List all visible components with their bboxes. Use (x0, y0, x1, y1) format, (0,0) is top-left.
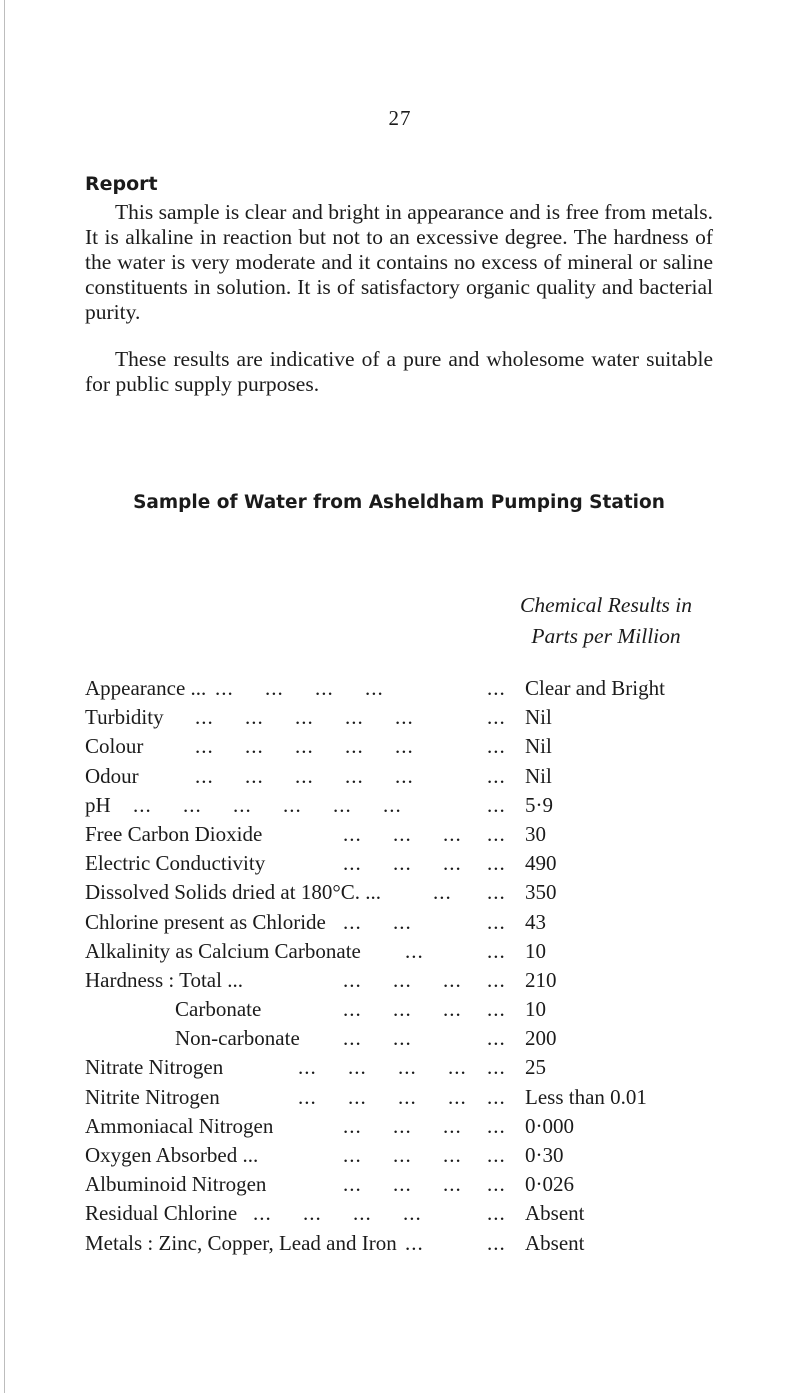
leader-dots: ... (405, 938, 424, 963)
table-row (85, 1085, 725, 1114)
leader-dots-final: ... (487, 1172, 506, 1197)
leader-dots: ... ... ... ... (298, 1084, 467, 1109)
results-column-header-line-2: Parts per Million (531, 624, 681, 648)
table-row (85, 1026, 725, 1055)
leader-dots-final: ... (487, 1143, 506, 1167)
row-label: pH (85, 792, 111, 817)
table-row (85, 822, 725, 851)
leader-dots-final: ... (487, 1084, 506, 1109)
leader-dots-final: ... (487, 1201, 506, 1226)
leader-dots-final: ... (487, 997, 506, 1022)
row-label: Residual Chlorine (85, 1201, 238, 1226)
table-row (85, 1114, 725, 1143)
row-label: Non-carbonate (175, 1026, 300, 1051)
row-label: Chlorine present as Chloride (85, 909, 326, 934)
row-label: Nitrite Nitrogen (85, 1084, 220, 1109)
row-value: 0·000 (525, 1113, 574, 1138)
sample-title: Sample of Water from Asheldham Pumping Station (133, 492, 665, 513)
table-row (85, 1201, 725, 1230)
table-row (85, 1231, 725, 1260)
row-value: Absent (525, 1230, 585, 1255)
row-value: Absent (525, 1201, 585, 1226)
leader-dots: ... ... ... (343, 997, 462, 1022)
leader-dots: ... ... ... ... ... ... (133, 792, 402, 817)
table-row (85, 851, 725, 880)
table-row (85, 793, 725, 822)
results-table (85, 676, 725, 1260)
row-label: Oxygen Absorbed ... (85, 1143, 259, 1167)
row-label: Alkalinity as Calcium Carbonate (85, 938, 361, 963)
page-edge-line (4, 0, 5, 1393)
leader-dots: ... ... ... (343, 1172, 462, 1197)
table-row (85, 734, 725, 763)
table-row (85, 880, 725, 909)
leader-dots-final: ... (487, 909, 506, 934)
row-value: 5·9 (525, 792, 553, 817)
page-number: 27 (388, 106, 412, 130)
row-value: 210 (525, 967, 557, 992)
leader-dots-final: ... (487, 734, 506, 759)
row-value: 10 (525, 997, 546, 1022)
leader-dots: ... ... ... ... ... (195, 734, 414, 759)
table-row (85, 764, 725, 793)
report-heading: Report (85, 173, 158, 195)
table-row (85, 1172, 725, 1201)
leader-dots-final: ... (487, 1230, 506, 1255)
row-value: 25 (525, 1055, 546, 1080)
leader-dots: ... ... ... ... (215, 676, 384, 700)
row-value: 0·30 (525, 1143, 564, 1167)
row-value: 200 (525, 1026, 557, 1051)
row-label: Hardness : Total ... (85, 967, 243, 992)
leader-dots-final: ... (487, 880, 506, 905)
row-value: 490 (525, 851, 557, 876)
row-label: Appearance ... (85, 676, 207, 700)
leader-dots-final: ... (487, 676, 506, 700)
row-value: Less than 0.01 (525, 1084, 647, 1109)
leader-dots: ... ... (343, 909, 412, 934)
row-label: Colour (85, 734, 144, 759)
leader-dots: ... ... (343, 1026, 412, 1051)
leader-dots-final: ... (487, 1026, 506, 1051)
row-value: Nil (525, 705, 552, 730)
row-value: Nil (525, 763, 552, 788)
leader-dots-final: ... (487, 1113, 506, 1138)
leader-dots-final: ... (487, 938, 506, 963)
row-value: 0·026 (525, 1172, 574, 1197)
table-row (85, 1143, 725, 1172)
leader-dots: ... ... ... ... ... (195, 763, 414, 788)
leader-dots: ... ... ... (343, 851, 462, 876)
leader-dots-final: ... (487, 792, 506, 817)
results-column-header (500, 590, 712, 652)
leader-dots: ... ... ... (343, 967, 462, 992)
table-row (85, 997, 725, 1026)
row-label: Free Carbon Dioxide (85, 821, 263, 846)
report-paragraph-2: These results are indicative of a pure and wholesome water suitable for public supply purposes. (85, 347, 713, 396)
leader-dots-final: ... (487, 1055, 506, 1080)
row-value: Nil (525, 734, 552, 759)
row-label: Turbidity (85, 705, 164, 730)
table-row (85, 910, 725, 939)
row-label: Nitrate Nitrogen (85, 1055, 224, 1080)
leader-dots: ... ... ... ... ... (195, 705, 414, 730)
row-value: 10 (525, 938, 546, 963)
leader-dots-final: ... (487, 763, 506, 788)
leader-dots: ... (433, 880, 452, 905)
row-label: Odour (85, 763, 139, 788)
row-value: 43 (525, 909, 546, 934)
table-row (85, 939, 725, 968)
leader-dots: ... ... ... ... (253, 1201, 422, 1226)
leader-dots-final: ... (487, 851, 506, 876)
row-label: Electric Conductivity (85, 851, 266, 876)
leader-dots: ... ... ... ... (298, 1055, 467, 1080)
row-value: 350 (525, 880, 557, 905)
leader-dots: ... ... ... (343, 1113, 462, 1138)
table-row (85, 705, 725, 734)
table-row (85, 676, 725, 705)
leader-dots: ... (405, 1230, 424, 1255)
leader-dots-final: ... (487, 967, 506, 992)
row-label: Dissolved Solids dried at 180°C. ... (85, 880, 381, 905)
report-paragraph-1: This sample is clear and bright in appearance and is free from metals. It is alkaline in reaction but not to an excessive degree. The hardness of the water is very moderate and it contains no excess of mineral or saline constituents in solution. It is of satisfactory organic quality and bacterial purity. (85, 200, 713, 324)
table-row (85, 1055, 725, 1084)
leader-dots-final: ... (487, 705, 506, 730)
row-label: Albuminoid Nitrogen (85, 1172, 267, 1197)
leader-dots: ... ... ... (343, 821, 462, 846)
row-label: Ammoniacal Nitrogen (85, 1113, 274, 1138)
row-label: Metals : Zinc, Copper, Lead and Iron (85, 1230, 397, 1255)
row-label: Carbonate (175, 997, 262, 1022)
table-row (85, 968, 725, 997)
row-value: 30 (525, 821, 546, 846)
results-column-header-line-1: Chemical Results in (520, 593, 692, 617)
row-value: Clear and Bright (525, 676, 665, 700)
leader-dots-final: ... (487, 821, 506, 846)
leader-dots: ... ... ... (343, 1143, 462, 1167)
